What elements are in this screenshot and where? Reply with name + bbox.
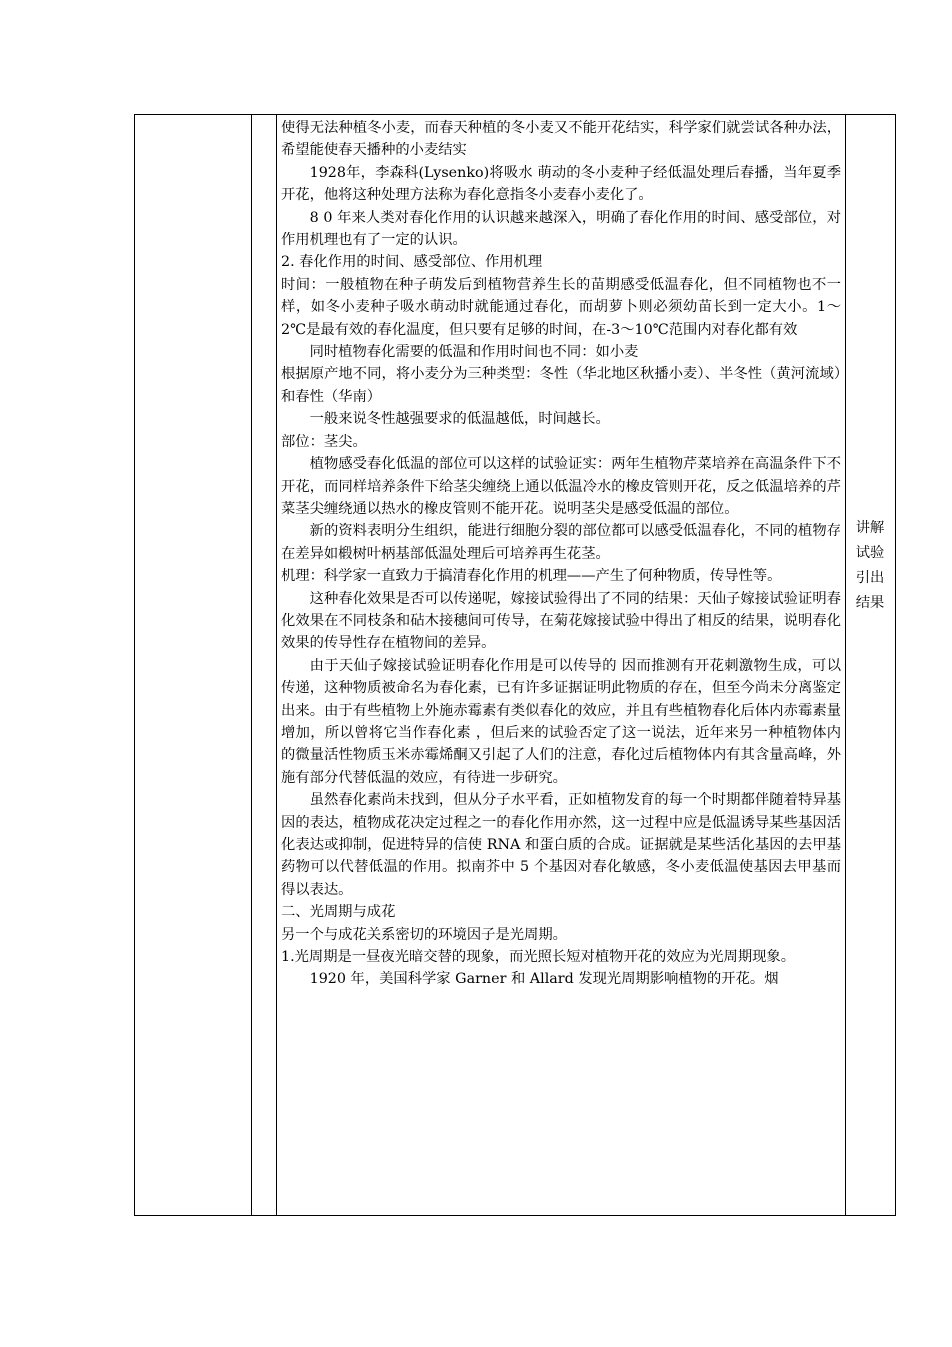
paragraph: 机理：科学家一直致力于搞清春化作用的机理——产生了何种物质，传导性等。 — [281, 568, 782, 585]
teaching-note-line: 试验 — [855, 545, 885, 561]
paragraph: 1928年，李森科(Lysenko)将吸水 萌动的冬小麦种子经低温处理后春播，当年夏季开花，他将这种处理方法称为春化意指冬小麦春小麦化了。 — [281, 164, 841, 204]
teaching-note-line: 结果 — [855, 595, 885, 611]
paragraph: 时间：一般植物在种子萌发后到植物营养生长的苗期感受低温春化，但不同植物也不一样，如冬小麦种子吸水萌动时就能通过春化，而胡萝卜则必须幼苗长到一定大小。1～2℃是最有效的春化温度，但只要有足够的时间，在-3～10℃范围内对春化都有效 — [281, 276, 841, 338]
paragraph: 1920 年，美国科学家 Garner 和 Allard 发现光周期影响植物的开花。烟 — [309, 971, 779, 988]
column-divider-3 — [845, 115, 846, 1215]
paragraph: 1.光周期是一昼夜光暗交替的现象，而光照长短对植物开花的效应为光周期现象。 — [281, 949, 796, 966]
lesson-content — [281, 117, 841, 991]
section-heading: 2. 春化作用的时间、感受部位、作用机理 — [281, 254, 543, 271]
paragraph: 这种春化效果是否可以传递呢，嫁接试验得出了不同的结果：天仙子嫁接试验证明春化效果在不同枝条和砧木接穗间可传导，在菊花嫁接试验中得出了相反的结果，说明春化效果的传导性存在植物间的差异。 — [281, 590, 841, 652]
paragraph: 部位：茎尖。 — [281, 433, 367, 450]
paragraph: 虽然春化素尚未找到，但从分子水平看，正如植物发育的每一个时期都伴随着特异基因的表达，植物成花决定过程之一的春化作用亦然，这一过程中应是低温诱导某些基因活化表达或抑制，促进特异的信使 RNA 和蛋白质的合成。证据就是某些活化基因的去甲基药物可以代替低温的作用。拟南芥中 5 个基因对春化敏感，冬小麦低温使基因去甲基而得以表达。 — [281, 792, 841, 898]
teaching-note-line: 引出 — [855, 570, 885, 586]
paragraph: 植物感受春化低温的部位可以这样的试验证实：两年生植物芹菜培养在高温条件下不开花，而同样培养条件下给茎尖缠绕上通以低温冷水的橡皮管则开花，反之低温培养的芹菜茎尖缠绕通以热水的橡皮管则不能开花。说明茎尖是感受低温的部位。 — [281, 456, 841, 517]
section-heading: 二、光周期与成花 — [281, 904, 396, 921]
teaching-note — [850, 516, 890, 616]
column-divider-2 — [276, 115, 277, 1215]
paragraph: 一般来说冬性越强要求的低温越低，时间越长。 — [309, 411, 610, 428]
paragraph: 新的资料表明分生组织，能进行细胞分裂的部位都可以感受低温春化，不同的植物存在差异如椴树叶柄基部低温处理后可培养再生花茎。 — [281, 523, 841, 562]
teaching-note-line: 讲解 — [855, 520, 885, 536]
paragraph: 根据原产地不同，将小麦分为三种类型：冬性（华北地区秋播小麦）、半冬性（黄河流域）和春性（华南） — [281, 366, 841, 405]
paragraph: 8 0 年来人类对春化作用的认识越来越深入，明确了春化作用的时间、感受部位，对作用机理也有了一定的认识。 — [281, 209, 841, 249]
paragraph: 由于天仙子嫁接试验证明春化作用是可以传导的 因而推测有开花刺激物生成，可以传递，这种物质被命名为春化素，已有许多证据证明此物质的存在，但至今尚未分离鉴定出来。由于有些植物上外施赤霉素有类似春化的效应，并且有些植物春化后体内赤霉素量增加，所以曾将它当作春化素 ，但后来的试验否定了这一说法，近年来另一种植物体内的微量活性物质玉米赤霉烯酮又引起了人们的注意，春化过后植物体内有其含量高峰，外施有部分代替低温的效应，有待进一步研究。 — [281, 657, 841, 786]
column-divider-1 — [251, 115, 252, 1215]
lesson-table — [134, 114, 896, 1216]
paragraph: 使得无法种植冬小麦，而春天种植的冬小麦又不能开花结实，科学家们就尝试各种办法，希望能使春天播种的小麦结实 — [281, 120, 841, 159]
paragraph: 同时植物春化需要的低温和作用时间也不同：如小麦 — [309, 344, 639, 361]
paragraph: 另一个与成花关系密切的环境因子是光周期。 — [281, 926, 567, 943]
